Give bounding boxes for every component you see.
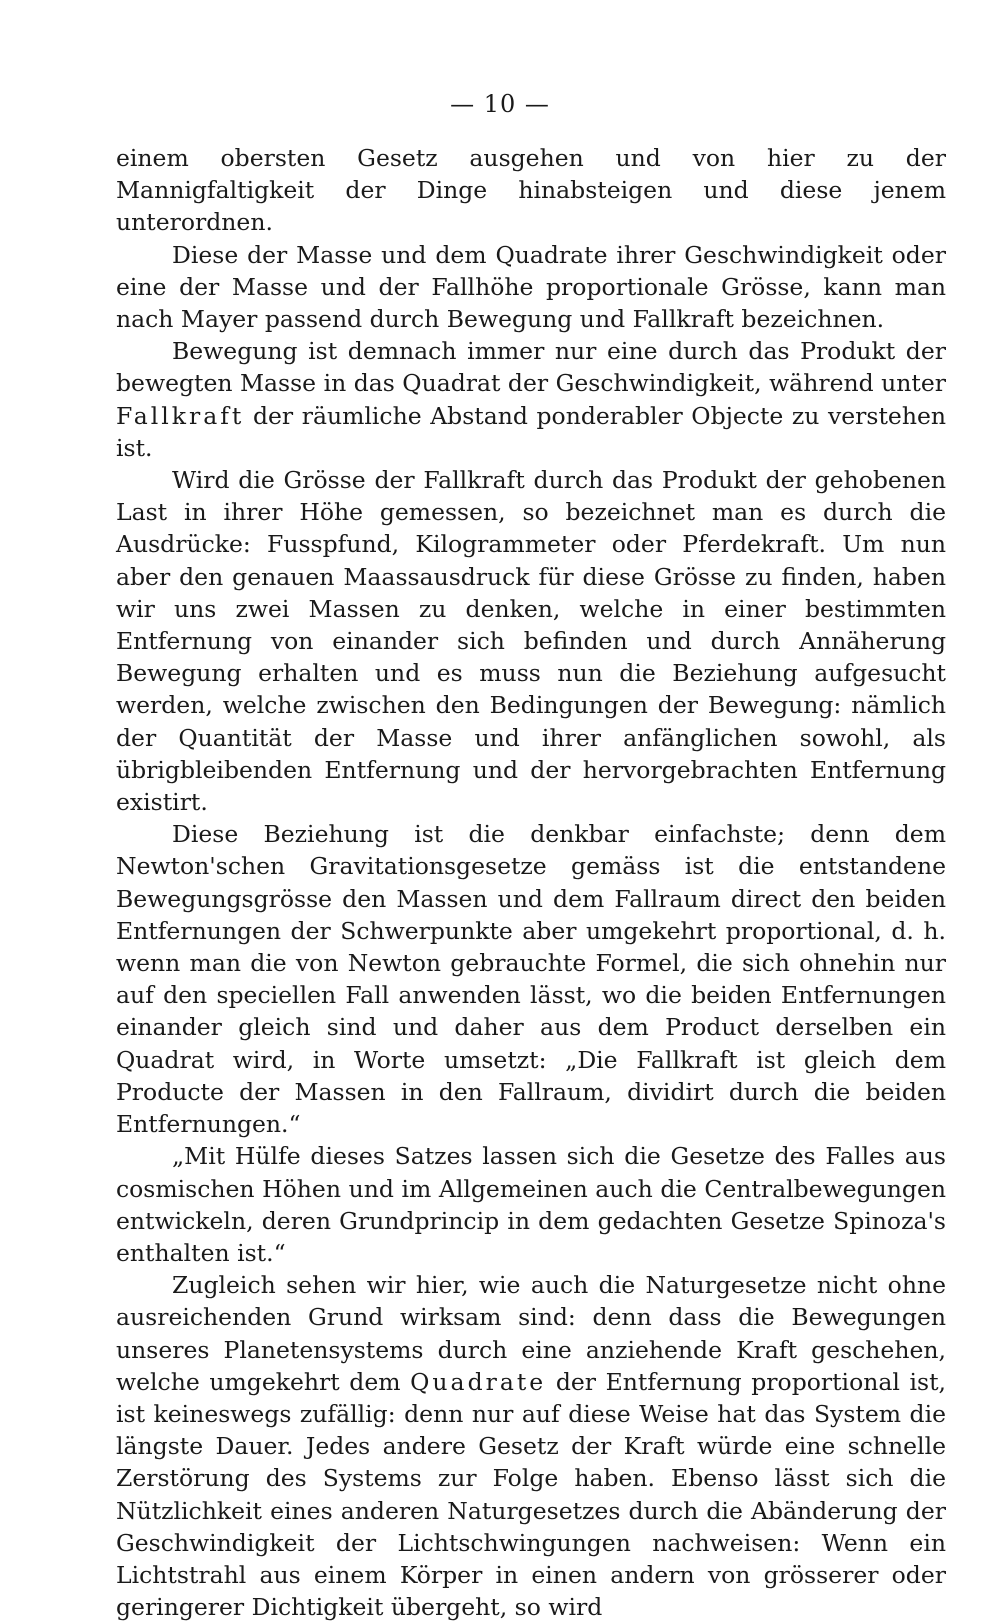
page-number: — 10 —: [450, 90, 550, 118]
paragraph: einem obersten Gesetz ausgehen und von hier zu der Mannigfaltigkeit der Dinge hinabsteigen und diese jenem unterordnen.: [116, 144, 946, 237]
paragraph-text: Bewegung ist demnach immer nur eine durch das Produkt der bewegten Masse in das Quadrat der Geschwindigkeit, während unter: [116, 337, 946, 398]
paragraph-text: der Entfernung proportional ist, ist keineswegs zufällig: denn nur auf diese Weise hat das System die längste Dauer. Jedes andere Gesetz der Kraft würde eine schnelle Zerstörung des Systems zur Folge haben. Ebenso lässt sich die Nützlichkeit eines anderen Naturgesetzes durch die Abänderung der Geschwindigkeit der Lichtschwingungen nachweisen: Wenn ein Lichtstrahl aus einem Körper in einen andern von grösserer oder geringerer Dichtigkeit übergeht, so wird: [116, 1367, 946, 1622]
emphasized-term: Fallkraft: [116, 401, 245, 430]
paragraph: Diese der Masse und dem Quadrate ihrer Geschwindigkeit oder eine der Masse und der Fallhöhe proportionale Grösse, kann man nach Mayer passend durch Bewegung und Fallkraft bezeichnen.: [116, 240, 946, 334]
page-body: [116, 142, 946, 1623]
paragraph: Wird die Grösse der Fallkraft durch das Produkt der gehobenen Last in ihrer Höhe gemessen, so bezeichnet man es durch die Ausdrücke: Fusspfund, Kilogrammeter oder Pferdekraft. Um nun aber den genauen Maassausdruck für diese Grösse zu finden, haben wir uns zwei Massen zu denken, welche in einer bestimmten Entfernung von einander sich befinden und durch Annäherung Bewegung erhalten und es muss nun die Beziehung aufgesucht werden, welche zwischen den Bedingungen der Bewegung: nämlich der Quantität der Masse und ihrer anfänglichen sowohl, als übrigbleibenden Entfernung und der hervorgebrachten Entfernung existirt.: [116, 466, 946, 817]
paragraph: [116, 335, 946, 464]
emphasized-term: Quadrate: [410, 1367, 547, 1396]
paragraph: Diese Beziehung ist die denkbar einfachste; denn dem Newton'schen Gravitationsgesetze gemäss ist die entstandene Bewegungsgrösse den Massen und dem Fallraum direct den beiden Entfernungen der Schwerpunkte aber umgekehrt proportional, d. h. wenn man die von Newton gebrauchte Formel, die sich ohnehin nur auf den speciellen Fall anwenden lässt, wo die beiden Entfernungen einander gleich sind und daher aus dem Product derselben ein Quadrat wird, in Worte umsetzt: „Die Fallkraft ist gleich dem Producte der Massen in den Fallraum, dividirt durch die beiden Entfernungen.“: [116, 820, 946, 1139]
paragraph: „Mit Hülfe dieses Satzes lassen sich die Gesetze des Falles aus cosmischen Höhen und im Allgemeinen auch die Centralbewegungen entwickeln, deren Grundprincip in dem gedachten Gesetze Spinoza's enthalten ist.“: [116, 1142, 946, 1267]
paragraph-text: der räumliche Abstand ponderabler Objecte zu verstehen ist.: [116, 401, 946, 462]
paragraph-text: Zugleich sehen wir hier, wie auch die Naturgesetze nicht ohne ausreichenden Grund wirksam sind: denn dass die Bewegungen unseres Planetensystems durch eine anziehende Kraft geschehen, welche umgekehrt dem: [116, 1271, 946, 1396]
paragraph: [116, 1269, 946, 1623]
